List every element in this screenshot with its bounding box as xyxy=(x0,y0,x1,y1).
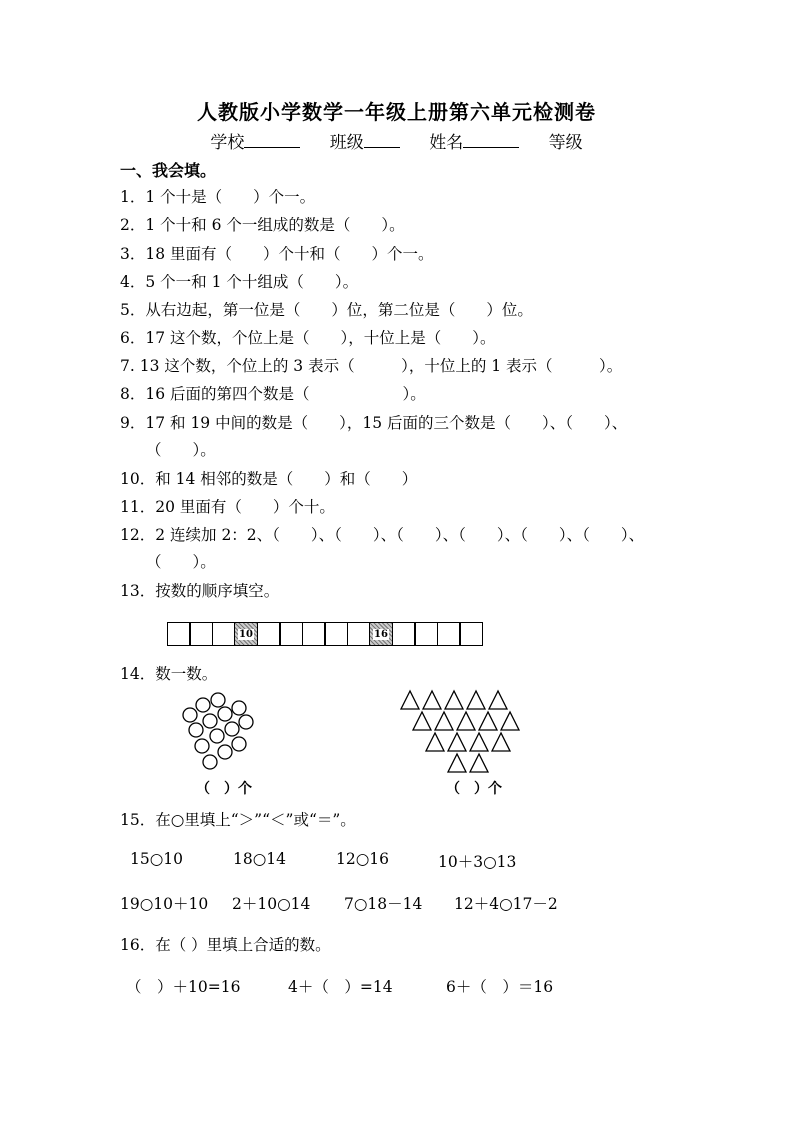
fill-item: 4＋（ ）=14 xyxy=(288,978,393,996)
triangle-icon xyxy=(457,712,475,730)
compare-item: 2＋10○14 xyxy=(232,895,311,913)
student-info xyxy=(0,128,793,153)
triangle-icon xyxy=(470,733,488,751)
triangle-icon xyxy=(489,691,507,709)
circle-icon xyxy=(210,729,224,743)
triangle-icon xyxy=(401,691,419,709)
number-box-blank[interactable] xyxy=(437,622,461,646)
class-blank[interactable] xyxy=(364,133,400,148)
question-line: 8．16 后面的第四个数是（ ）。 xyxy=(120,385,426,403)
class-label: 班级 xyxy=(329,133,364,153)
question-15: 15．在○里填上“＞”“＜”或“＝”。 xyxy=(120,811,356,829)
triangle-icon xyxy=(470,754,488,772)
name-blank[interactable] xyxy=(463,133,519,148)
triangle-icon xyxy=(479,712,497,730)
triangle-icon xyxy=(467,691,485,709)
circle-count-label: （ ）个 xyxy=(196,781,252,797)
number-box-blank[interactable] xyxy=(459,622,483,646)
question-14: 14．数一数。 xyxy=(120,665,218,683)
question-line: 6．17 这个数，个位上是（ ），十位上是（ ）。 xyxy=(120,329,496,347)
question-line: 5．从右边起，第一位是（ ）位，第二位是（ ）位。 xyxy=(120,301,533,319)
circle-icon xyxy=(239,715,253,729)
triangle-icon xyxy=(413,712,431,730)
fill-item: （ ）＋10=16 xyxy=(126,978,241,996)
question-line: 11．20 里面有（ ）个十。 xyxy=(120,498,335,516)
question-line: （ ）。 xyxy=(146,553,216,571)
compare-item: 7○18－14 xyxy=(344,895,423,913)
compare-item: 10＋3○13 xyxy=(438,853,517,871)
triangle-icon xyxy=(435,712,453,730)
compare-item: 18○14 xyxy=(233,850,286,868)
circle-icon xyxy=(203,755,217,769)
school-label: 学校 xyxy=(210,133,245,153)
number-box-blank[interactable] xyxy=(189,622,213,646)
question-line: 12．2 连续加 2：2、（ ）、（ ）、（ ）、（ ）、（ ）、（ ）、 xyxy=(120,526,645,544)
number-box-blank[interactable] xyxy=(392,622,416,646)
triangle-icon xyxy=(426,733,444,751)
circles-figure xyxy=(176,688,256,778)
circle-icon xyxy=(218,707,232,721)
question-line: 10．和 14 相邻的数是（ ）和（ ） xyxy=(120,470,418,488)
number-box-blank[interactable] xyxy=(414,622,438,646)
triangle-count-label: （ ）个 xyxy=(446,781,502,797)
question-line: 4．5 个一和 1 个十组成（ ）。 xyxy=(120,273,359,291)
school-blank[interactable] xyxy=(244,133,300,148)
number-sequence-boxes xyxy=(168,622,483,646)
circle-icon xyxy=(225,722,239,736)
circle-icon xyxy=(183,708,197,722)
number-box-blank[interactable] xyxy=(212,622,236,646)
circle-icon xyxy=(218,745,232,759)
question-line: 1．1 个十是（ ）个一。 xyxy=(120,188,316,206)
number-box-blank[interactable] xyxy=(324,622,348,646)
circle-icon xyxy=(196,698,210,712)
number-box-blank[interactable] xyxy=(347,622,371,646)
circle-icon xyxy=(189,723,203,737)
triangles-figure xyxy=(398,688,533,773)
question-line: （ ）。 xyxy=(146,441,216,459)
fill-item: 6＋（ ）＝16 xyxy=(446,978,554,996)
circle-icon xyxy=(232,701,246,715)
circle-icon xyxy=(203,714,217,728)
number-box-blank[interactable] xyxy=(279,622,303,646)
number-box-value: 10 xyxy=(239,628,253,640)
page-title: 人教版小学数学一年级上册第六单元检测卷 xyxy=(197,100,596,124)
question-line: 7. 13 这个数，个位上的 3 表示（ ），十位上的 1 表示（ ）。 xyxy=(120,357,623,375)
number-box-blank[interactable] xyxy=(302,622,326,646)
question-line: 13．按数的顺序填空。 xyxy=(120,582,280,600)
circle-icon xyxy=(195,739,209,753)
grade-label: 等级 xyxy=(548,133,583,153)
compare-item: 15○10 xyxy=(130,850,183,868)
number-box-blank[interactable] xyxy=(167,622,191,646)
triangle-icon xyxy=(492,733,510,751)
triangle-icon xyxy=(501,712,519,730)
triangle-icon xyxy=(448,733,466,751)
triangle-icon xyxy=(448,754,466,772)
name-label: 姓名 xyxy=(429,133,464,153)
compare-item: 12○16 xyxy=(336,850,389,868)
triangle-icon xyxy=(445,691,463,709)
number-box-blank[interactable] xyxy=(257,622,281,646)
compare-item: 12＋4○17－2 xyxy=(454,895,558,913)
number-box-given xyxy=(234,622,258,646)
number-box-given xyxy=(369,622,393,646)
circle-icon xyxy=(211,693,225,707)
question-line: 3．18 里面有（ ）个十和（ ）个一。 xyxy=(120,245,434,263)
compare-item: 19○10＋10 xyxy=(120,895,209,913)
number-box-value: 16 xyxy=(374,628,388,640)
question-16: 16．在（ ）里填上合适的数。 xyxy=(120,936,331,954)
question-line: 9．17 和 19 中间的数是（ ），15 后面的三个数是（ ）、（ ）、 xyxy=(120,414,628,432)
triangle-icon xyxy=(423,691,441,709)
section-heading: 一、我会填。 xyxy=(120,161,217,180)
circle-icon xyxy=(232,737,246,751)
question-line: 2．1 个十和 6 个一组成的数是（ ）。 xyxy=(120,216,405,234)
